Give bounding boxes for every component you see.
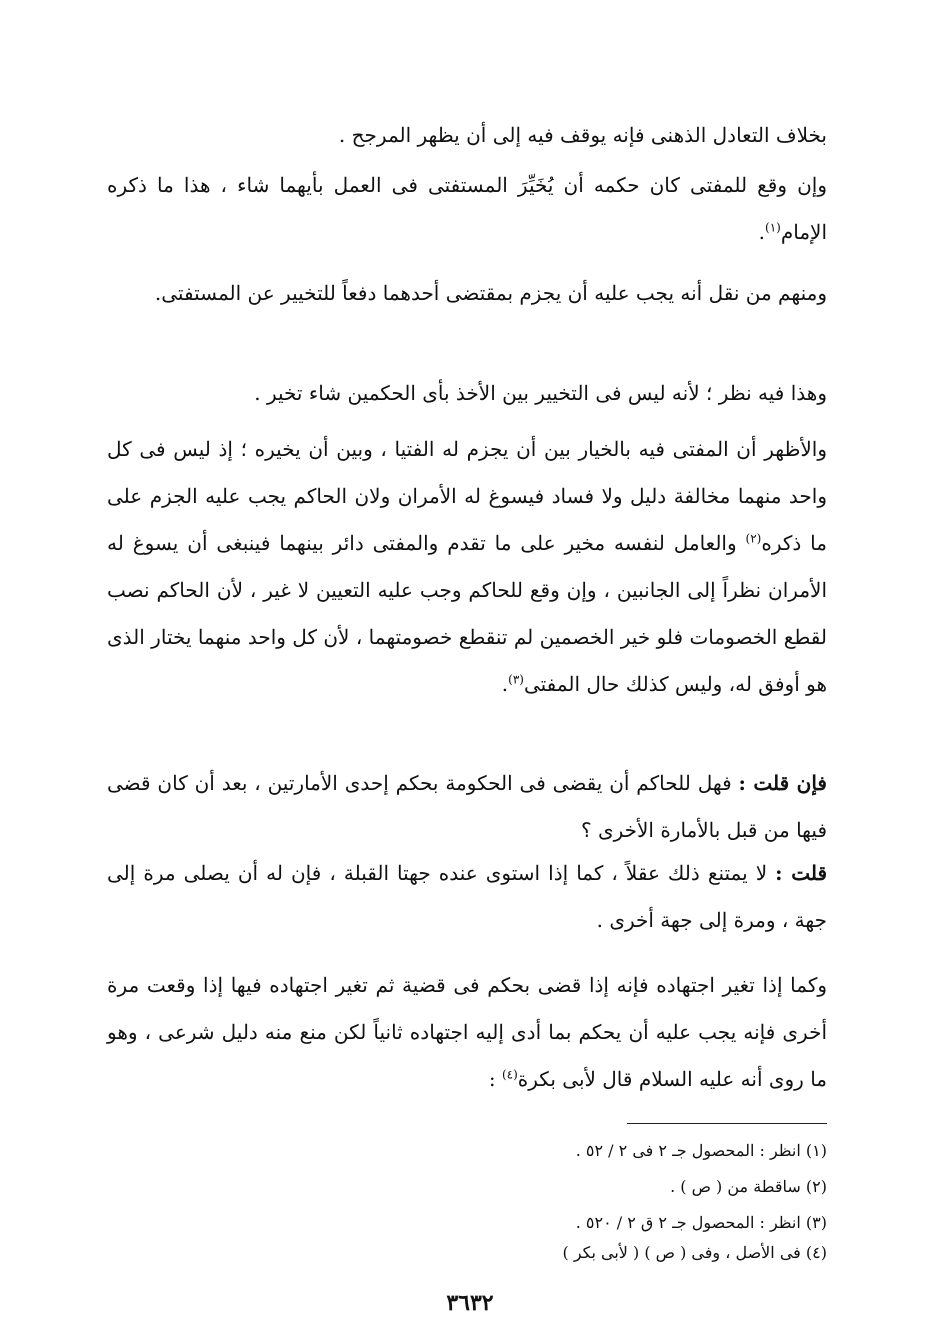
paragraph-8 [107,962,827,1103]
paragraph-7 [107,850,827,944]
footnote-ref-3[interactable]: (٣) [508,672,524,687]
paragraph-6-lead: فإن قلت : [738,771,827,795]
footnote-4: (٤) فى الأصل ، وفى ( ص ) ( لأبى بكر ) [562,1243,827,1262]
paragraph-1-text: بخلاف التعادل الذهنى فإنه يوقف فيه إلى أن يظهر المرجح . [338,123,827,147]
footnote-3: (٣) انظر : المحصول جـ ٢ ق ٢ / ٥٢٠ . [575,1213,827,1232]
paragraph-5 [107,426,827,708]
footnote-ref-2[interactable]: (٢) [745,531,762,546]
paragraph-8-end: : [488,1067,496,1091]
footnote-1: (١) انظر : المحصول جـ ٢ فى ٢ / ٥٢ . [575,1141,827,1160]
paragraph-5-end: . [501,672,509,696]
paragraph-2-text: وإن وقع للمفتى كان حكمه أن يُخَيِّرَ المستفتى فى العمل بأيهما شاء ، هذا ما ذكره الإمام [107,173,827,244]
paragraph-6 [107,760,827,854]
paragraph-7-text: لا يمتنع ذلك عقلاً ، كما إذا استوى عنده جهتا القبلة ، فإن له أن يصلى مرة إلى جهة ، ومرة إلى جهة أخرى . [107,861,827,932]
paragraph-8-text: وكما إذا تغير اجتهاده فإنه إذا قضى بحكم فى قضية ثم تغير اجتهاده فيها إذا وقعت مرة أخرى فإنه يجب عليه أن يحكم بما أدى إليه اجتهاده ثانياً لكن منع منه دليل شرعى ، وهو ما روى أنه عليه السلام قال لأبى بكرة [107,973,827,1091]
footnote-divider [627,1123,827,1124]
paragraph-7-lead: قلت : [775,861,828,885]
paragraph-3 [107,270,827,317]
paragraph-4-text: وهذا فيه نظر ؛ لأنه ليس فى التخيير بين الأخذ بأى الحكمين شاء تخير . [254,381,827,405]
paragraph-4 [107,370,827,417]
footnote-ref-1[interactable]: (١) [765,220,781,235]
paragraph-2 [107,162,827,256]
footnote-2: (٢) ساقطة من ( ص ) . [670,1177,827,1196]
paragraph-3-text: ومنهم من نقل أنه يجب عليه أن يجزم بمقتضى أحدهما دفعاً للتخيير عن المستفتى. [154,281,827,305]
paragraph-5-text-a: والأظهر أن المفتى فيه بالخيار بين أن يجزم له الفتيا ، وبين أن يخيره ؛ إذ ليس فى كل واحد منهما مخالفة دليل ولا فساد فيسوغ له الأمران ولان الحاكم يجب عليه الجزم على ما ذكره [107,437,827,555]
paragraph-2-end: . [758,220,766,244]
page-number: ٣٦٣٢ [446,1290,494,1316]
paragraph-5-text-b: والعامل لنفسه مخير على ما تقدم والمفتى دائر بينهما فينبغى أن يسوغ له الأمران نظراً إلى الجانبين ، وإن وقع للحاكم وجب عليه التعيين لا غير ، لأن الحاكم نصب لقطع الخصومات فلو خير الخصمين لم تنقطع خصومتهما ، لأن كل واحد منهما يختار الذى هو أوفق له، وليس كذلك حال المفتى [107,531,827,696]
footnote-ref-4[interactable]: (٤) [501,1067,518,1082]
paragraph-1 [107,112,827,159]
paragraph-6-text: فهل للحاكم أن يقضى فى الحكومة بحكم إحدى الأمارتين ، بعد أن كان قضى فيها من قبل بالأمارة الأخرى ؟ [107,771,827,842]
